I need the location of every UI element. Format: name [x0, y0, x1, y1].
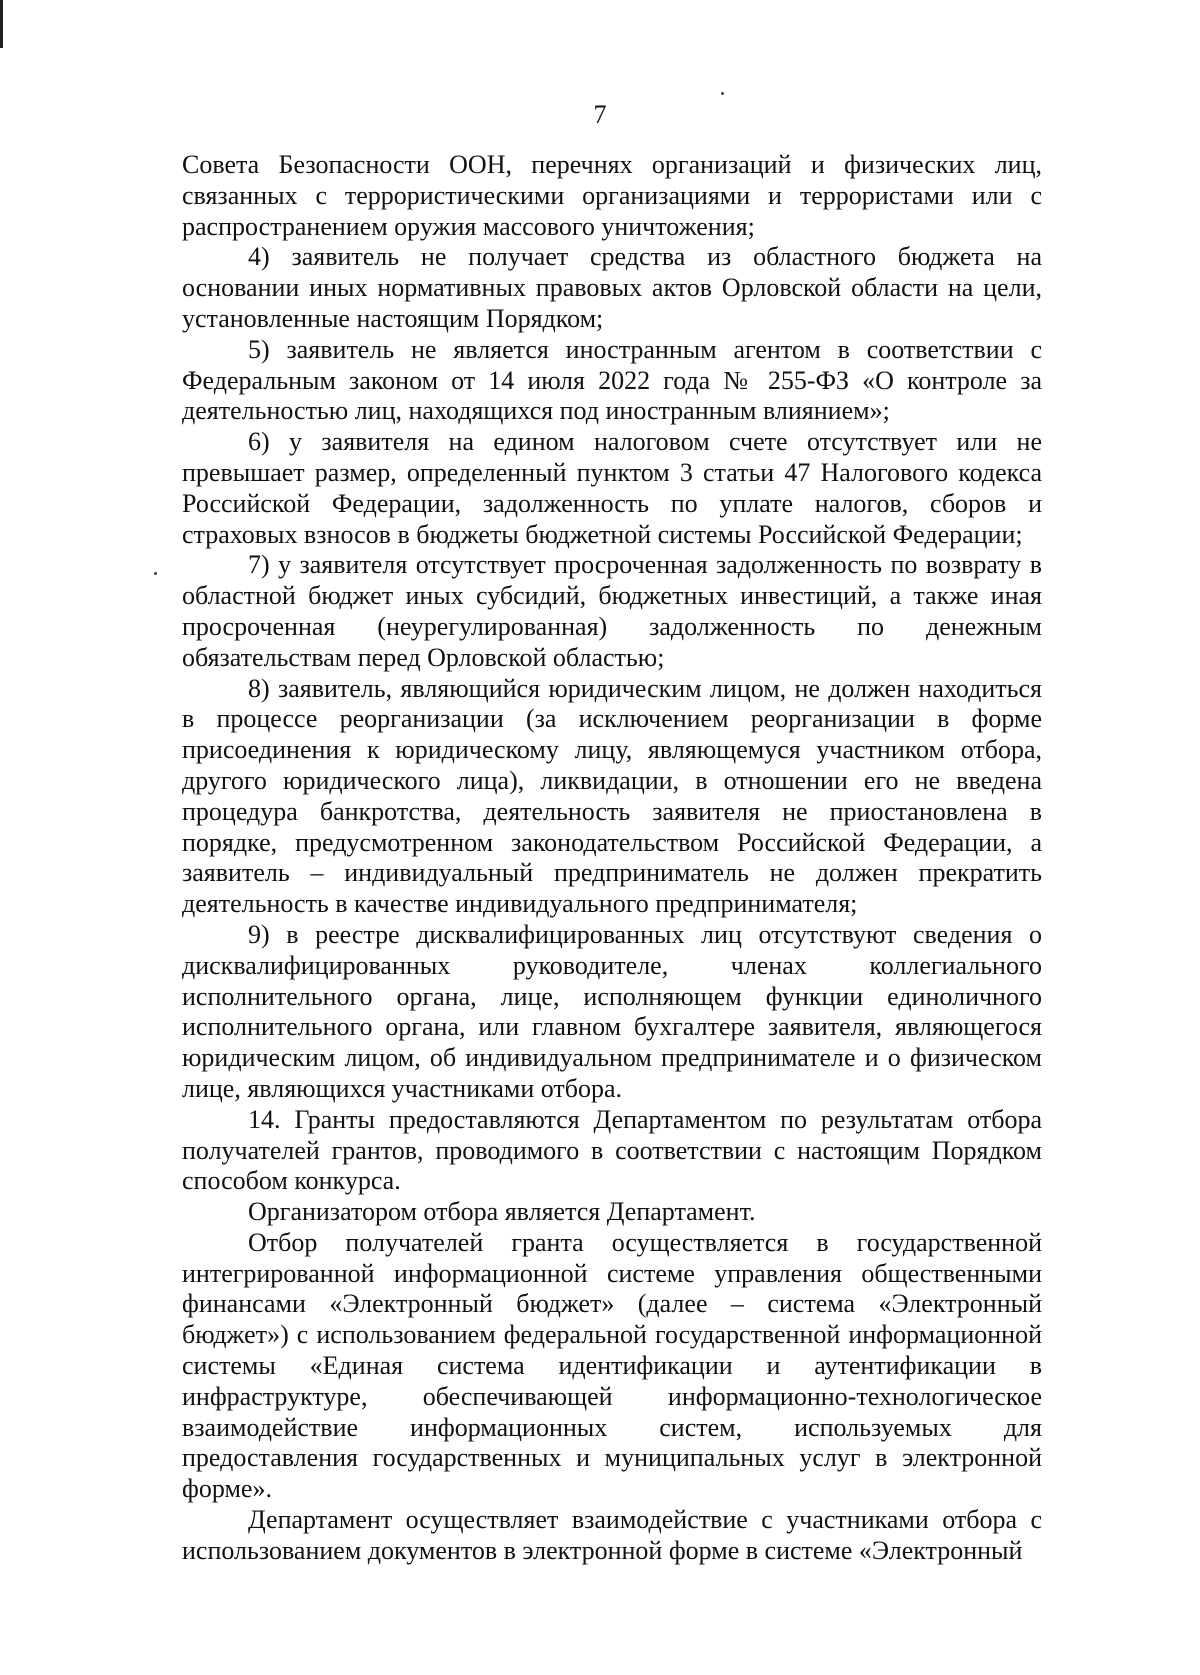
- paragraph: 9) в реестре дисквалифицированных лиц отсутствуют сведения о дисквалифицированных руководителе, членах коллегиального исполнительного органа, лице, исполняющем функции единоличного исполнительного органа, или главном бухгалтере заявителя, являющегося юридическим лицом, об индивидуальном предпринимателе и о физическом лице, являющихся участниками отбора.: [182, 919, 1042, 1103]
- paragraph: 8) заявитель, являющийся юридическим лицом, не должен находиться в процессе реорганизации (за исключением реорганизации в форме присоединения к юридическому лицу, являющемуся участником отбора, другого юридического лица), ликвидации, в отношении его не введена процедура банкротства, деятельность заявителя не приостановлена в порядке, предусмотренном законодательством Российской Федерации, а заявитель – индивидуальный предприниматель не должен прекратить деятельность в качестве индивидуального предпринимателя;: [182, 673, 1042, 919]
- paragraph: Совета Безопасности ООН, перечнях организаций и физических лиц, связанных с террористическими организациями и террористами или с распространением оружия массового уничтожения;: [182, 150, 1042, 241]
- paragraph: 14. Гранты предоставляются Департаментом по результатам отбора получателей грантов, проводимого в соответствии с настоящим Порядком способом конкурса.: [182, 1104, 1042, 1196]
- document-body: [182, 150, 1042, 1567]
- paragraph: 4) заявитель не получает средства из областного бюджета на основании иных нормативных правовых актов Орловской области на цели, установленные настоящим Порядком;: [182, 242, 1042, 333]
- paragraph: Отбор получателей гранта осуществляется в государственной интегрированной информационной системе управления общественными финансами «Электронный бюджет» (далее – система «Электронный бюджет») с использованием федеральной государственной информационной системы «Единая система идентификации и аутентификации в инфраструктуре, обеспечивающей информационно-технологическое взаимодействие информационных систем, используемых для предоставления государственных и муниципальных услуг в электронной форме».: [182, 1227, 1042, 1504]
- paragraph: Организатором отбора является Департамент.: [248, 1197, 756, 1227]
- scan-edge-mark: [0, 0, 3, 48]
- paragraph: 7) у заявителя отсутствует просроченная задолженность по возврату в областной бюджет иных субсидий, бюджетных инвестиций, а также иная просроченная (неурегулированная) задолженность по денежным обязательствам перед Орловской областью;: [182, 550, 1042, 672]
- page-number: 7: [593, 100, 607, 129]
- scan-speck: [721, 92, 724, 95]
- scan-speck: [154, 572, 157, 575]
- paragraph: Департамент осуществляет взаимодействие с участниками отбора с использованием документов в электронной форме в системе «Электронный: [182, 1505, 1042, 1565]
- paragraph: 6) у заявителя на едином налоговом счете отсутствует или не превышает размер, определенный пунктом 3 статьи 47 Налогового кодекса Российской Федерации, задолженность по уплате налогов, сборов и страховых взносов в бюджеты бюджетной системы Российской Федерации;: [182, 427, 1042, 549]
- paragraph: 5) заявитель не является иностранным агентом в соответствии с Федеральным законом от 14 июля 2022 года № 255-ФЗ «О контроле за деятельностью лиц, находящихся под иностранным влиянием»;: [182, 334, 1042, 426]
